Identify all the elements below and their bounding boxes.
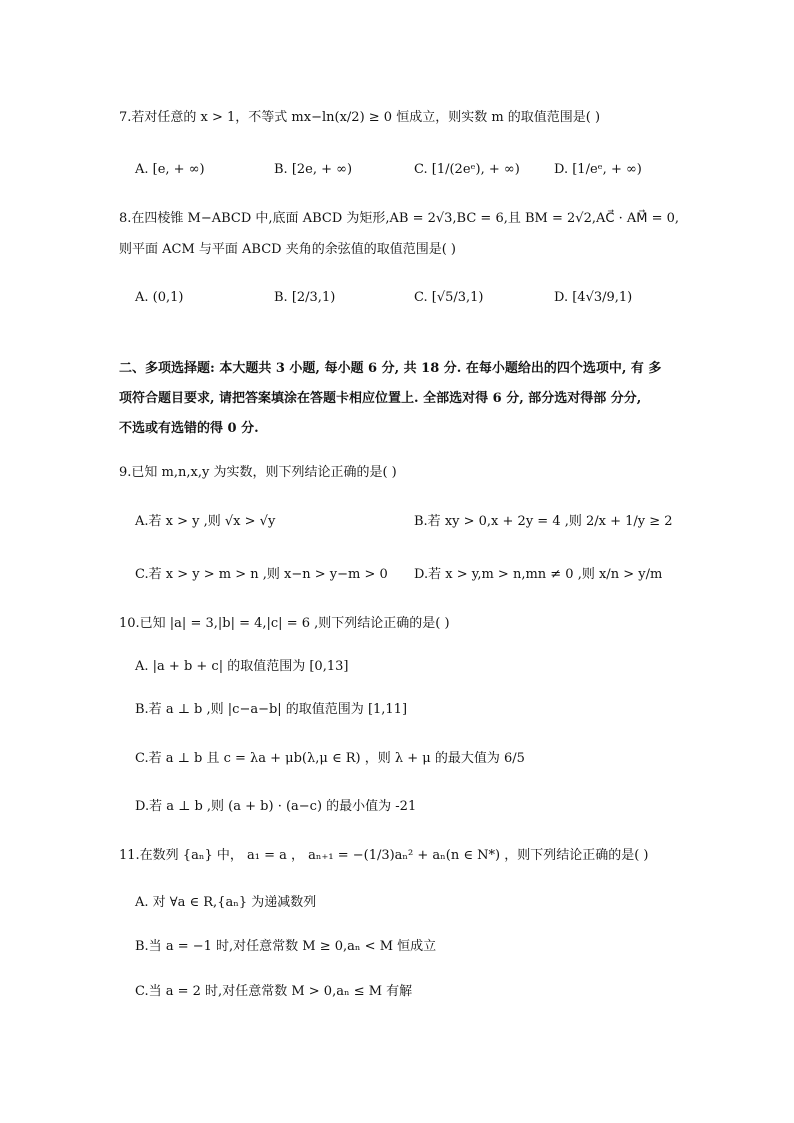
q10-option-d: D.若 a ⊥ b ,则 (a + b) · (a−c) 的最小值为 -21 [135, 799, 417, 814]
section2-line1: 二、多项选择题: 本大题共 3 小题, 每小题 6 分, 共 18 分. 在每小题给出的四个选项中, 有 多 [119, 361, 662, 376]
q8-option-b: B. [2/3,1) [274, 290, 336, 305]
q11-option-a: A. 对 ∀a ∈ R,{aₙ} 为递减数列 [135, 895, 317, 910]
q9-option-b: B.若 xy > 0,x + 2y = 4 ,则 2/x + 1/y ≥ 2 [414, 514, 673, 529]
q8-stem-line1: 8.在四棱锥 M−ABCD 中,底面 ABCD 为矩形,AB = 2√3,BC = 6,且 BM = 2√2,AC⃗ · AM⃗ = 0, [119, 211, 680, 226]
q11-option-b: B.当 a = −1 时,对任意常数 M ≥ 0,aₙ < M 恒成立 [135, 939, 437, 954]
q10-stem: 10.已知 |a| = 3,|b| = 4,|c| = 6 ,则下列结论正确的是( ) [119, 616, 450, 631]
q9-stem: 9.已知 m,n,x,y 为实数，则下列结论正确的是( ) [119, 465, 397, 480]
q8-option-d: D. [4√3/9,1) [554, 290, 633, 305]
q7-option-c: C. [1/(2eᵉ), + ∞) [414, 162, 520, 177]
q8-option-a: A. (0,1) [135, 290, 184, 305]
q10-option-b: B.若 a ⊥ b ,则 |c−a−b| 的取值范围为 [1,11] [135, 702, 408, 717]
q7-option-d: D. [1/eᵉ, + ∞) [554, 162, 642, 177]
q9-option-c: C.若 x > y > m > n ,则 x−n > y−m > 0 [135, 567, 388, 582]
q7-stem: 7.若对任意的 x > 1，不等式 mx−ln(x/2) ≥ 0 恒成立，则实数 m 的取值范围是( ) [119, 110, 601, 125]
q10-option-c: C.若 a ⊥ b 且 c = λa + μb(λ,μ ∈ R) ，则 λ + μ 的最大值为 6/5 [135, 751, 525, 766]
q7-option-b: B. [2e, + ∞) [274, 162, 353, 177]
q9-option-d: D.若 x > y,m > n,mn ≠ 0 ,则 x/n > y/m [414, 567, 663, 582]
q9-option-a: A.若 x > y ,则 √x > √y [135, 514, 276, 529]
q8-option-c: C. [√5/3,1) [414, 290, 484, 305]
q10-option-a: A. |a + b + c| 的取值范围为 [0,13] [135, 659, 349, 674]
section2-line3: 不选或有选错的得 0 分. [119, 421, 259, 436]
q7-option-a: A. [e, + ∞) [135, 162, 205, 177]
q8-stem-line2: 则平面 ACM 与平面 ABCD 夹角的余弦值的取值范围是( ) [119, 242, 457, 257]
q11-stem: 11.在数列 {aₙ} 中， a₁ = a ， aₙ₊₁ = −(1/3)aₙ² + aₙ(n ∈ N*) ，则下列结论正确的是( ) [119, 848, 649, 863]
section2-line2: 项符合题目要求, 请把答案填涂在答题卡相应位置上. 全部选对得 6 分, 部分选对得部 分分, [119, 391, 642, 406]
q11-option-c: C.当 a = 2 时,对任意常数 M > 0,aₙ ≤ M 有解 [135, 984, 413, 999]
